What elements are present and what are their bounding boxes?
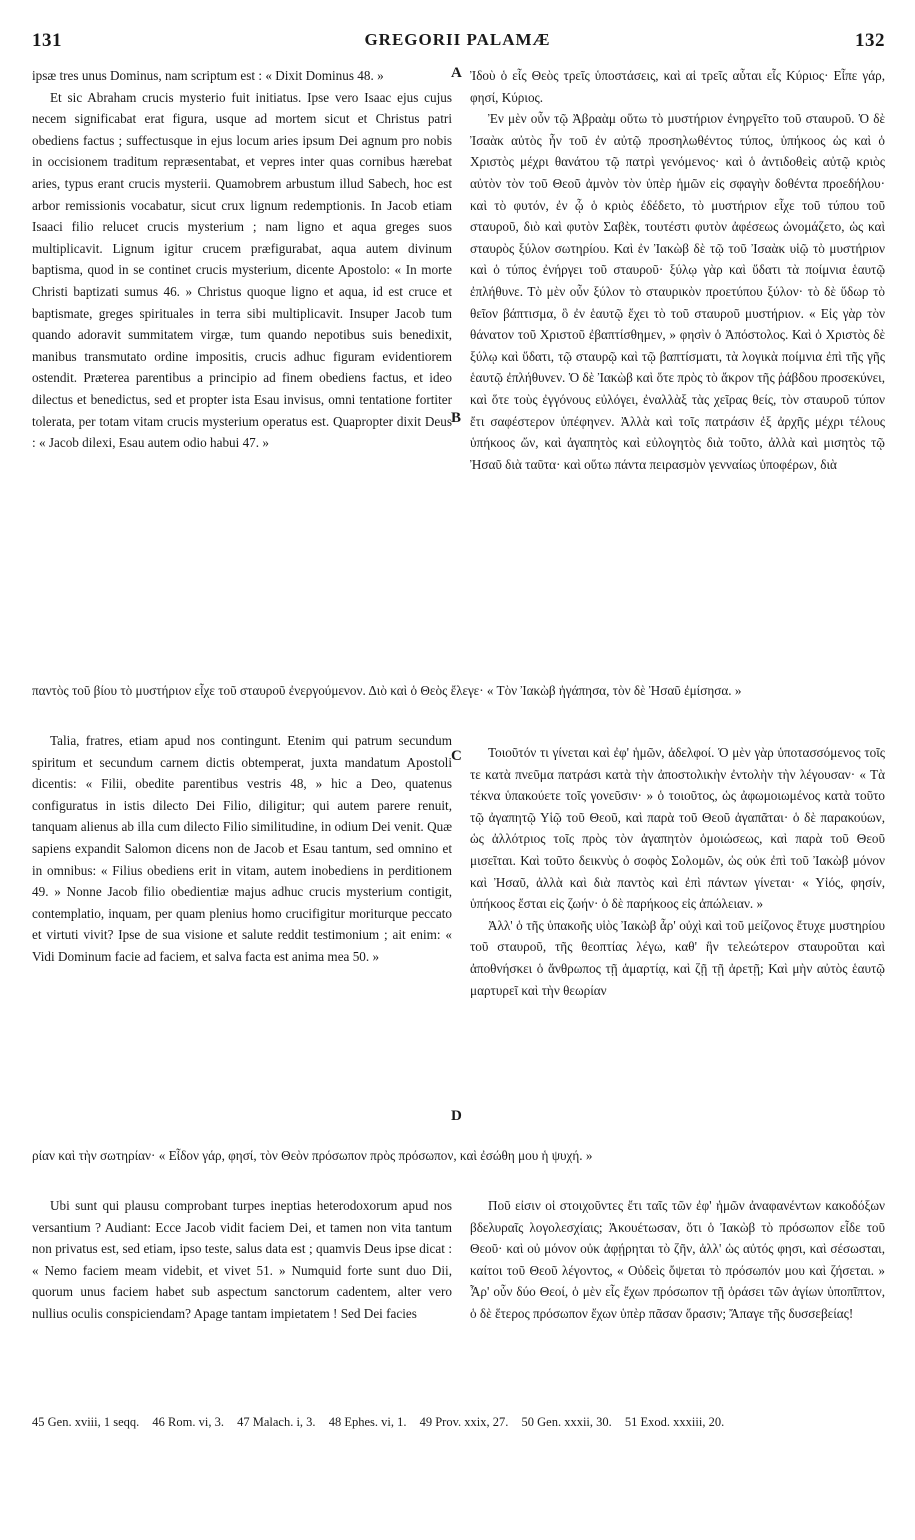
section-marker-c: C xyxy=(451,748,462,764)
latin-column-top xyxy=(32,65,452,675)
latin-column-bottom xyxy=(32,1195,452,1400)
latin-paragraph: Et sic Abraham crucis mysterio fuit initiatus. Ipse vero Isaac ejus cujus necem significabat erat figura, usque ad mortem sicut et Christus patri obediens factus ; suffectusque in ejus locum aries ipsum Dei agnum pro nobis in occisionem traditum repræsentabat, et vepres inter quas cornibus hærebat aries, typus erant crucis mysterii. Quamobrem arbustum illud Sabech, hoc est arbor remissionis vocabatur, sicut crux lignum redemptionis. In Jacob etiam Isaaci filio relucet crucis mysterium ; nam ligno et aqua greges suos multiplicavit. Lignum igitur crucem præfigurabat, aqua autem divinum baptisma, quod in se continet crucis mysterium, dicente Apostolo: « In morte Christi baptizati sumus 46. » Christus quoque ligno et aqua, id est cruce et baptismate, greges spirituales in terra sibi multiplicavit. Insuper Jacob tum quando adoravit summitatem virgæ, tum quando nepotibus suis benedixit, manibus transmutato ordine impositis, crucis adhuc figuram evidentiorem ostendit. Præterea parentibus a principio ad finem obediens factus, et ideo dilectus et benedictus, sed et propter ista Esau invisus, omni tentatione fortiter tolerata, per totam vitam crucis mysterium operatus est. Quapropter dixit Deus : « Jacob dilexi, Esau autem odio habui 47. » xyxy=(32,89,452,451)
latin-paragraph: Talia, fratres, etiam apud nos contingunt. Etenim qui patrum secundum spiritum et secundum carnem dictis obtemperat, juxta mandatum Apostoli dicentis: « Filii, obedite parentibus vestris 48, » hic a Deo, quatenus configuratus in istis dilecto Dei Filio, diligitur; qui autem parere renuit, tanquam alienus ab illa cum dilecto Filio similitudine, in odium Dei venit. Quæ sapiens expandit Salomon dicens non de Jacob et Esau tantum, sed omnino et in omnibus: « Filius obediens erit in vitam, autem inobediens in perditionem 49. » Nonne Jacob filio obedientiæ majus adhuc crucis mysterium contigit, contemplatio, inquam, per quam plenius homo crucifigitur moriturque peccato et virtuti vivit? Ipse de sua visione et salute reddit testimonium ; ait enim: « Vidi Dominum facie ad faciem, et salva facta est anima mea 50. » xyxy=(32,733,452,964)
footnote: 51 Exod. xxxiii, 20. xyxy=(624,1415,725,1429)
section-marker-b: B xyxy=(451,410,462,426)
running-title: GREGORII PALAMÆ xyxy=(364,30,551,49)
footnote: 48 Ephes. vi, 1. xyxy=(328,1415,407,1429)
greek-paragraph: Ἀλλ' ὁ τῆς ὑπακοῆς υἱὸς Ἰακὼβ ἆρ' οὐχὶ καὶ τοῦ μείζονος ἔτυχε μυστηρίου τοῦ σταυροῦ, τῆς θεοπτίας λέγω, καθ' ἣν τελεώτερον σταυροῦται καὶ ἀποθνήσκει ὁ ἄνθρωπος τῇ ἁμαρτίᾳ, καὶ ζῇ τῇ ἀρετῇ; Καὶ μὴν αὐτὸς ἑαυτῷ μαρτυρεῖ καὶ τὴν θεωρίαν xyxy=(470,917,885,998)
footnote: 46 Rom. vi, 3. xyxy=(152,1415,224,1429)
page-number-left: 131 xyxy=(32,30,62,51)
footnote: 47 Malach. i, 3. xyxy=(237,1415,316,1429)
latin-column-middle xyxy=(32,730,452,1140)
footnote: 45 Gen. xviii, 1 seqq. xyxy=(32,1415,140,1429)
page-number-right: 132 xyxy=(855,30,885,51)
greek-paragraph: Ἐν μὲν οὖν τῷ Ἀβραὰμ οὕτω τὸ μυστήριον ἐνηργεῖτο τοῦ σταυροῦ. Ὁ δὲ Ἰσαὰκ αὐτὸς ἦν τοῦ ἐν αὐτῷ προσηλωθέντος τύπος, ὑπήκοος ὡς καὶ ὁ Χριστὸς μέχρι θανάτου τῷ πατρὶ γενόμενος· καὶ ὁ ἀντιδοθεὶς αὐτῷ κριὸς αὐτὸν τὸν τοῦ Θεοῦ ἀμνὸν τὸν ὑπὲρ ἡμῶν εἰς σφαγὴν δοθέντα προεδήλου· καὶ τὸ φυτόν, ἐν ᾧ ὁ κριὸς ἐδέδετο, τὸ μυστήριον εἶχε τοῦ τύπου τοῦ σταυροῦ, διὸ καὶ φυτὸν Σαβὲκ, τουτέστι φυτὸν ἀφέσεως ὠνομάζετο, ὡς καὶ σταυρὸς ξύλον σωτηρίου. Καὶ ἐν Ἰακὼβ δὲ τῷ τοῦ Ἰσαὰκ υἱῷ τὸ μυστήριον καὶ ὁ τύπος ἐνήργει τοῦ σταυροῦ· ξύλῳ γὰρ καὶ ὕδατι τὰ ποίμνια ἑαυτῷ ἐπλήθυνε. Τὸ μὲν οὖν ξύλον τὸ σταυρικὸν προετύπου ξύλον· τὸ δὲ ὕδωρ τὸ θεῖον βάπτισμα, ὃ ἐν ἑαυτῷ ἔχει τὸ τοῦ σταυροῦ μυστήριον. « Εἰς γὰρ τὸν θάνατον τοῦ Χριστοῦ ἐβαπτίσθημεν, » φησὶν ὁ Ἀπόστολος. Καὶ ὁ Χριστὸς δὲ ξύλῳ καὶ ὕδατι, τῷ σταυρῷ καὶ τῷ βαπτίσματι, τὰ λογικὰ ποίμνια ἐπὶ τῆς γῆς ἑαυτῷ ἐπλήθυνεν. Ὁ δὲ Ἰακὼβ καὶ ὅτε πρὸς τὸ ἄκρον τῆς ῥάβδου προσεκύνει, καὶ ὅτε τοὺς ἐγγόνους εὐλόγει, ἐναλλὰξ τὰς χεῖρας θείς, τὸν σταυροῦ τύπον ἔτι σαφέστερον ὑπέφηνεν. Ἀλλὰ καὶ τοῖς πατράσιν ἐξ ἀρχῆς μέχρι τέλους ὑπήκοος ὤν, καὶ ἀγαπητὸς καὶ εὐλογητὸς διὰ τοῦτο, ἀλλὰ καὶ μισητὸς τῷ Ἠσαῦ διὰ ταῦτα· καὶ οὕτω πάντα πειρασμὸν γενναίως ὑποφέρων, διὰ xyxy=(470,111,885,472)
greek-column-bottom xyxy=(470,1195,885,1400)
latin-paragraph: ipsæ tres unus Dominus, nam scriptum est : « Dixit Dominus 48. » xyxy=(32,68,384,83)
footnote: 50 Gen. xxxii, 30. xyxy=(521,1415,612,1429)
greek-paragraph: Τοιοῦτόν τι γίνεται καὶ ἐφ' ἡμῶν, ἀδελφοί. Ὁ μὲν γὰρ ὑποτασσόμενος τοῖς τε κατὰ πνεῦμα πατράσι κατὰ τὴν ἀποστολικὴν ἐντολὴν τὴν λέγουσαν· « Τὰ τέκνα ὑπακούετε τοῖς γονεῦσιν· » ὁ τοιοῦτος, ὡς ἀφωμοιωμένος κατὰ τοῦτο τῷ ἀγαπητῷ Υἱῷ τοῦ Θεοῦ, καὶ παρὰ τοῦ Θεοῦ ἀγαπᾶται· ὁ δὲ παρακούων, ὡς ἀλλότριος τοῖς πρὸς τὸν ἀγαπητὸν ὁμοιώσεως, καὶ παρὰ τοῦ Θεοῦ μισεῖται. Καὶ τοῦτο δεικνὺς ὁ σοφὸς Σολομῶν, ὡς οὐκ ἐπὶ τοῦ Ἰακὼβ μόνον καὶ Ἠσαῦ, ἀλλὰ καὶ διὰ παντὸς καὶ ἐπὶ πάντων γίνεται· « Υἱός, φησίν, ὑπήκοος ἔσται εἰς ζωήν· ὁ δὲ παρήκοος εἰς ἀπώλειαν. » xyxy=(470,745,885,912)
greek-spanning-line: ρίαν καὶ τὴν σωτηρίαν· « Εἶδον γάρ, φησί, τὸν Θεὸν πρόσωπον πρὸς πρόσωπον, καὶ ἐσώθη μου ἡ ψυχή. » xyxy=(32,1148,593,1163)
greek-paragraph: Ποῦ εἰσιν οἱ στοιχοῦντες ἔτι ταῖς τῶν ἐφ' ἡμῶν ἀναφανέντων κακοδόξων βδελυραῖς λογολεσχίαις; Ἀκουέτωσαν, ὅτι ὁ Ἰακὼβ τὸ πρόσωπον εἶδε τοῦ Θεοῦ· καὶ οὐ μόνον οὐκ ἀφῄρηται τὸ ζῆν, ἀλλ' ὡς αὐτός φησι, καὶ σέσωσται, καίτοι τοῦ Θεοῦ λέγοντος, « Οὐδεὶς ὄψεται τὸ πρόσωπόν μου καὶ ζήσεται. » Ἆρ' οὖν δύο Θεοί, ὁ μὲν εἷς ἔχων πρόσωπον τῇ ὁράσει τῶν ἁγίων ὑποπῖπτον, ὁ δὲ ἕτερος πρόσωπον ἔχων ὑπὲρ πᾶσαν ὅρασιν; Ἄπαγε τῆς δυσσεβείας! xyxy=(470,1198,885,1321)
section-marker-d: D xyxy=(451,1108,462,1124)
footnote: 49 Prov. xxix, 27. xyxy=(419,1415,509,1429)
section-marker-a: A xyxy=(451,65,462,81)
greek-column-middle xyxy=(470,742,885,1142)
greek-paragraph: Ἰδοὺ ὁ εἷς Θεὸς τρεῖς ὑποστάσεις, καὶ αἱ τρεῖς αὗται εἷς Κύριος· Εἶπε γάρ, φησί, Κύριος. xyxy=(470,68,885,105)
latin-paragraph: Ubi sunt qui plausu comprobant turpes ineptias heterodoxorum apud nos versantium ? Audiant: Ecce Jacob vidit faciem Dei, et tamen non vita tantum non privatus est, sed etiam, ipso teste, salus data est ; quamvis Deus ipse dicat : « Nemo faciem meam videbit, et vivet 51. » Numquid forte sunt duo Dii, quorum unus faciem habet sub aspectum sanctorum cadentem, alter vero nullius oculis conspiciendam? Apage tantam impietatem ! Sed Dei facies xyxy=(32,1198,452,1321)
footnotes xyxy=(32,1413,885,1432)
greek-spanning-line: παντὸς τοῦ βίου τὸ μυστήριον εἶχε τοῦ σταυροῦ ἐνεργούμενον. Διὸ καὶ ὁ Θεὸς ἔλεγε· « Τὸν Ἰακὼβ ἠγάπησα, τὸν δὲ Ἠσαῦ ἐμίσησα. » xyxy=(32,683,742,698)
greek-column-top xyxy=(470,65,885,675)
